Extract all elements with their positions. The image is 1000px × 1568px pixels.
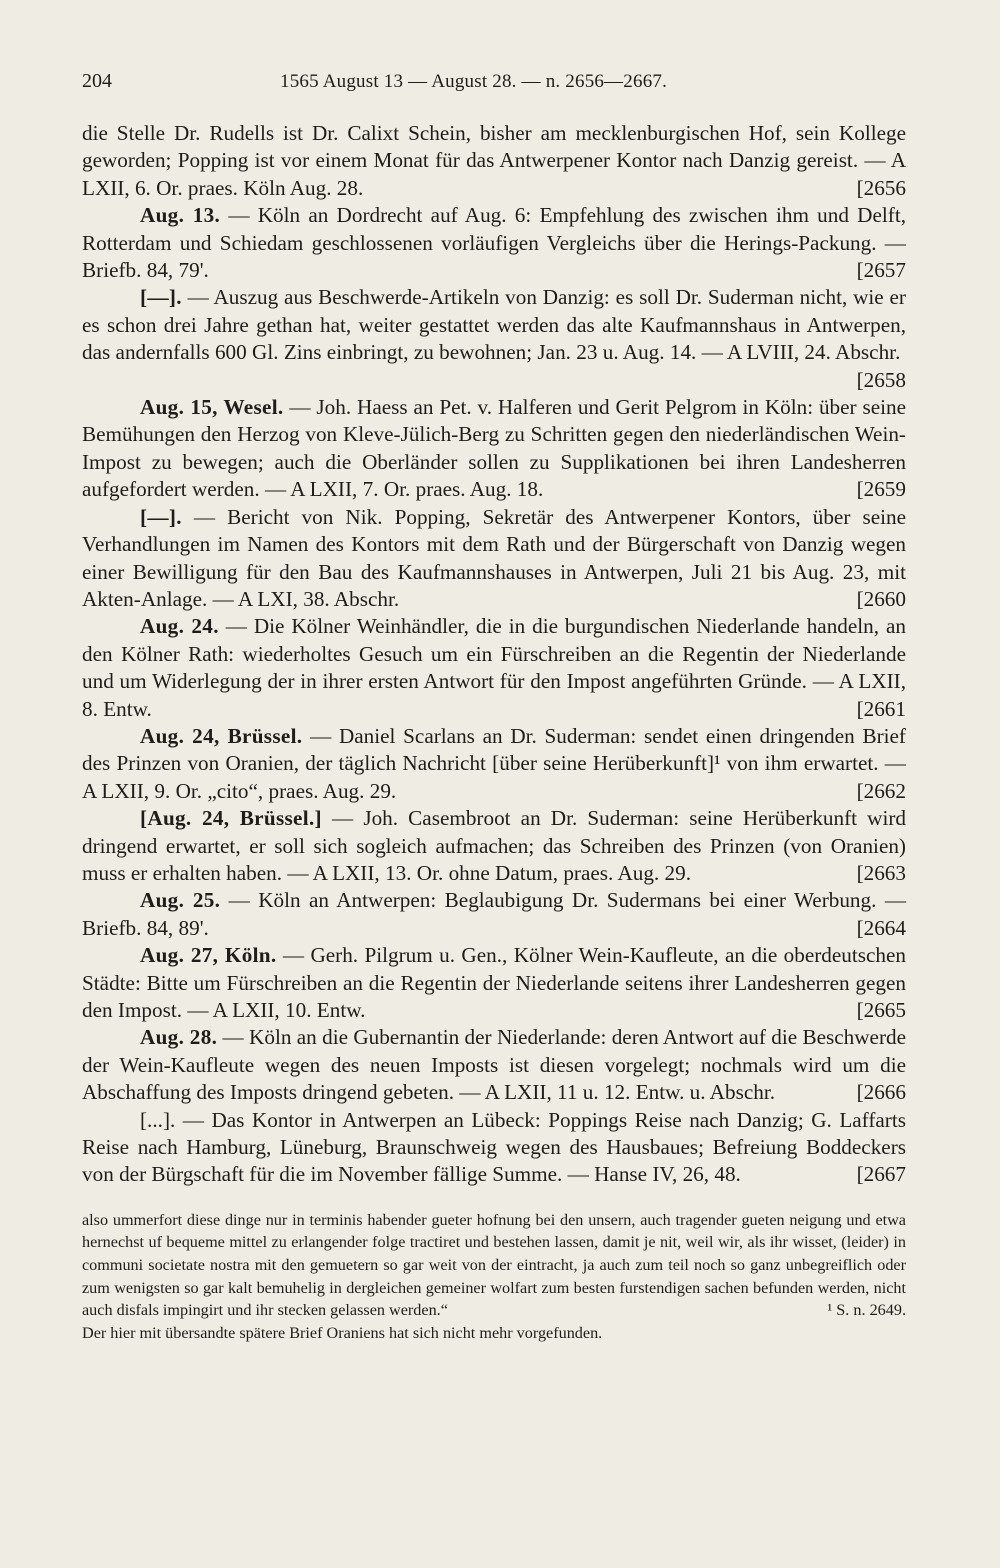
- page-number: 204: [82, 70, 112, 92]
- entry-date: [...].: [140, 1107, 176, 1132]
- entry-2658: [82, 284, 906, 394]
- entry-date: [—].: [140, 285, 182, 310]
- entry-number: [2664: [856, 915, 906, 940]
- entry-date: Aug. 15, Wesel.: [140, 395, 284, 420]
- entry-2660: [82, 504, 906, 614]
- entry-text: — Joh. Casembroot an Dr. Suderman: seine Herüberkunft wird dringend erwartet, er soll sich sogleich aufmachen; das Schreiben des Prinzen (von Oranien) muss er erhalten haben. — A LXII, 13. Or. ohne Datum, praes. Aug. 29.: [82, 806, 907, 885]
- entry-date: Aug. 27, Köln.: [140, 943, 277, 968]
- entry-text: — Bericht von Nik. Popping, Sekretär des Antwerpener Kontors, über seine Verhandlungen im Namen des Kontors mit dem Rath und der Bürgerschaft von Danzig wegen einer Bewilligung für den Bau des Kaufmannshauses in Antwerpen, Juli 21 bis Aug. 23, mit Akten-Anlage. — A LXI, 38. Abschr.: [82, 504, 906, 611]
- entry-text: — Köln an Antwerpen: Beglaubigung Dr. Sudermans bei einer Werbung. — Briefb. 84, 89'.: [82, 888, 907, 940]
- entry-number: [2667: [856, 1162, 906, 1187]
- entry-number: [2663: [856, 860, 906, 885]
- running-head: 1565 August 13 — August 28. — n. 2656—2667.: [280, 71, 668, 92]
- entry-date: Aug. 24, Brüssel.: [140, 723, 303, 748]
- entry-date: Aug. 28.: [140, 1025, 218, 1050]
- entry-2663: [82, 805, 906, 887]
- entry-text: — Gerh. Pilgrum u. Gen., Kölner Wein-Kaufleute, an die oberdeutschen Städte: Bitte um Fürschreiben an die Regentin der Niederlande seitens ihrer Landesherren gegen den Impost. — A LXII, 10. Entw.: [82, 943, 907, 1022]
- entry-number: [2656: [856, 175, 906, 200]
- entry-2667: [82, 1107, 906, 1189]
- entry-number: [2660: [856, 586, 906, 611]
- entry-date: [—].: [140, 504, 182, 529]
- entry-number: [2657: [856, 258, 906, 283]
- entry-list: [82, 120, 906, 1189]
- entry-text: — Die Kölner Weinhändler, die in die burgundischen Niederlande handeln, an den Kölner Rath: wiederholtes Gesuch um ein Fürschreiben an die Regentin der Niederlande und um Widerlegung der in ihrer ersten Antwort für den Impost angeführten Gründe. — A LXII, 8. Entw.: [82, 614, 906, 721]
- entry-text: — Joh. Haess an Pet. v. Halferen und Gerit Pelgrom in Köln: über seine Bemühungen den Herzog von Kleve-Jülich-Berg zu Schritten gegen den niederländischen Wein-Impost zu bewegen; auch die Oberländer sollen zu Supplikationen bei ihren Landesherren aufgefordert werden. — A LXII, 7. Or. praes. Aug. 18.: [82, 395, 906, 502]
- entry-text: — Daniel Scarlans an Dr. Suderman: sendet einen dringenden Brief des Prinzen von Oranien, der täglich Nachricht [über seine Herüberkunft]¹ von ihm erwartet. — A LXII, 9. Or. „cito“, praes. Aug. 29.: [82, 723, 906, 803]
- entry-2662: [82, 723, 906, 805]
- entry-text: — Das Kontor in Antwerpen an Lübeck: Poppings Reise nach Danzig; G. Laffarts Reise nach Hamburg, Lüneburg, Braunschweig wegen des Hausbaues; Befreiung Boddeckers von der Bürgschaft für die im November fällige Summe. — Hanse IV, 26, 48.: [82, 1107, 906, 1187]
- entry-date: Aug. 24.: [140, 614, 219, 639]
- entry-number: [2658: [856, 367, 906, 392]
- entry-text: — Köln an Dordrecht auf Aug. 6: Empfehlung des zwischen ihm und Delft, Rotterdam und Schiedam geschlossenen vorläufigen Vergleichs über die Herings-Packung. — Briefb. 84, 79'.: [82, 203, 907, 283]
- entry-2665: [82, 942, 906, 1024]
- entry-number: [2659: [856, 477, 906, 502]
- page-header: [82, 70, 906, 106]
- entry-number: [2661: [856, 696, 906, 721]
- entry-2656: [82, 120, 906, 202]
- entry-2657: [82, 202, 906, 284]
- footnotes: [82, 1209, 906, 1345]
- entry-2661: [82, 613, 906, 723]
- entry-date: Aug. 13.: [140, 203, 221, 228]
- entry-text: — Köln an die Gubernantin der Niederlande: deren Antwort auf die Beschwerde der Wein-Kaufleute wegen des neuen Imposts ist diesen vorgelegt; nochmals wird um die Abschaffung des Imposts dringend gebeten. — A LXII, 11 u. 12. Entw. u. Abschr.: [82, 1025, 907, 1105]
- footnote-last-line: Der hier mit übersandte spätere Brief Oraniens hat sich nicht mehr vorgefunden.: [82, 1323, 603, 1342]
- entry-2664: [82, 887, 906, 942]
- entry-number: [2662: [856, 778, 906, 803]
- footnote-continuation: [82, 1209, 906, 1322]
- footnote-continuation-text: also ummerfort diese dinge nur in terminis habender gueter hofnung bei den unsern, auch tragender gueten neigung und etwa hernechst uf bequeme mittel zu erlangender folge tractiret und bestehen lassen, damit je nit, weil wir, als ihr wisset, (leider) in communi societate nostra mit den gemuetern so gar weit von der eintracht, ja auch zum teil noch so ganz unbegreiflich oder zum wenigsten so gar kalt bemuhelig in dergleichen gemeiner wolfart zum besten furstendigen sachen befunden werden, nicht auch disfals impingirt und ihr stecken gelassen werden.“: [82, 1210, 906, 1320]
- entry-text: — Auszug aus Beschwerde-Artikeln von Danzig: es soll Dr. Suderman nicht, wie er es schon drei Jahre gethan hat, weiter gestattet werden das alte Kaufmannshaus in Antwerpen, das andernfalls 600 Gl. Zins einbringt, zu bewohnen; Jan. 23 u. Aug. 14. — A LVIII, 24. Abschr.: [82, 285, 906, 365]
- entry-2666: [82, 1024, 906, 1106]
- entry-2659: [82, 394, 906, 504]
- entry-date: [Aug. 24, Brüssel.]: [140, 806, 322, 831]
- entry-number: [2666: [856, 1080, 906, 1105]
- entry-date: Aug. 25.: [140, 888, 221, 913]
- entry-number: [2665: [856, 998, 906, 1022]
- footnote-1: ¹ S. n. 2649.: [827, 1301, 906, 1320]
- entry-text: die Stelle Dr. Rudells ist Dr. Calixt Schein, bisher am mecklenburgischen Hof, sein Kollege geworden; Popping ist vor einem Monat für das Antwerpener Kontor nach Danzig gereist. — A LXII, 6. Or. praes. Köln Aug. 28.: [82, 121, 906, 200]
